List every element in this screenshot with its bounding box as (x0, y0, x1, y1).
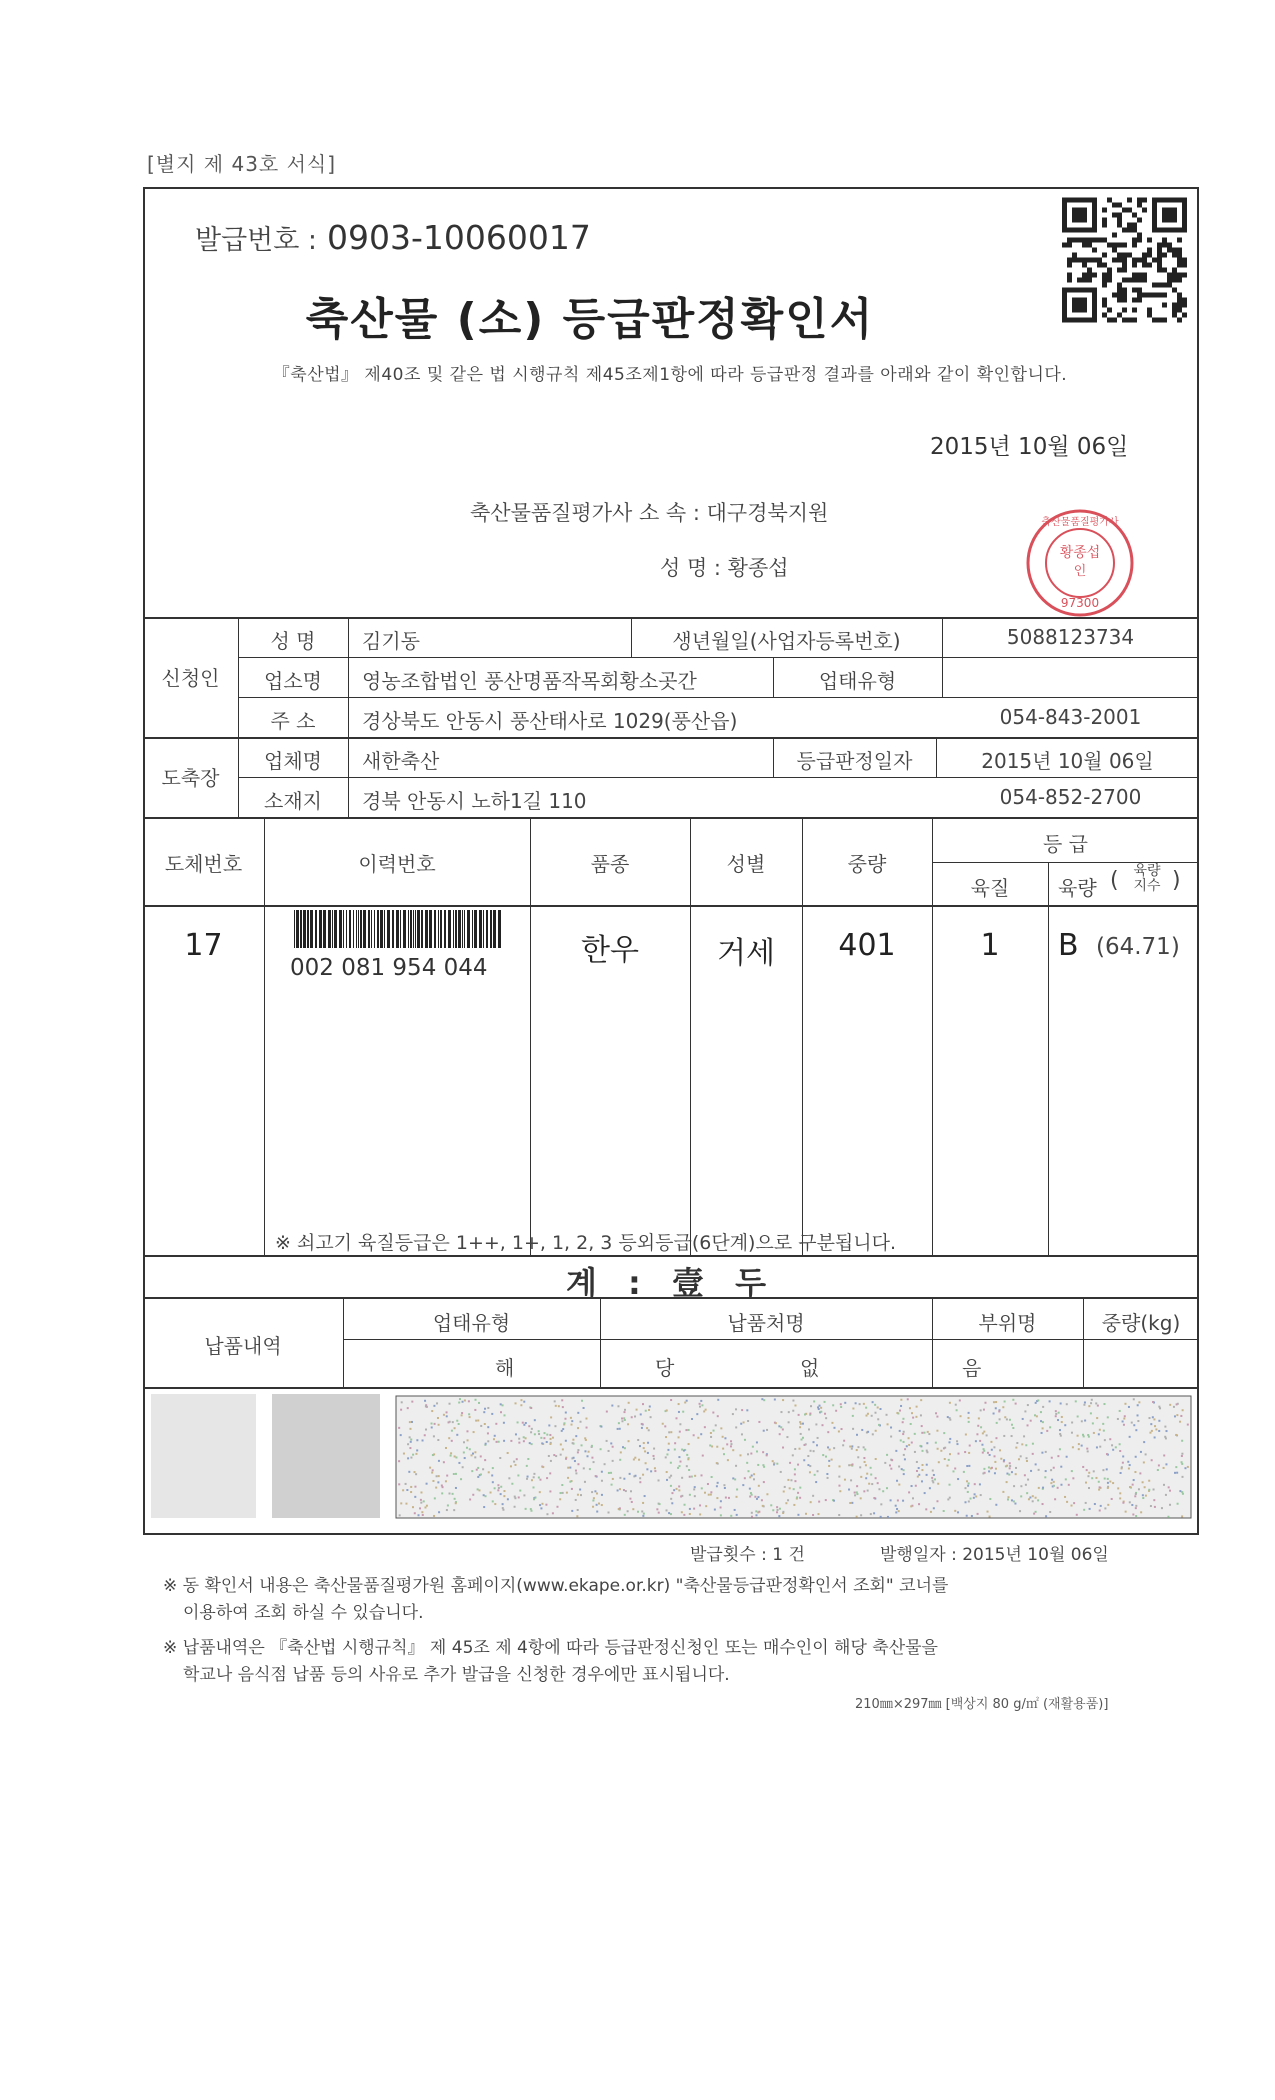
biztype-label: 업태유형 (818, 669, 897, 693)
applicant-section-label: 신청인 (161, 666, 220, 690)
issued-date: 발행일자 : 2015년 10월 06일 (880, 1545, 1109, 1565)
weight-header: 중량 (847, 852, 887, 876)
quality-grade: 1 (980, 928, 1000, 963)
delivery-section-label: 납품내역 (204, 1334, 282, 1358)
paper-spec: 210㎜×297㎜ [백상지 80 g/㎡ (재활용품)] (855, 1697, 1109, 1712)
grade-date-label: 등급판정일자 (796, 749, 913, 773)
issue-number-value: 0903-10060017 (327, 218, 591, 257)
applicant-phone: 054-843-2001 (999, 705, 1142, 729)
delivery-part-header: 부위명 (978, 1311, 1037, 1335)
footnote-1-line-1: ※ 동 확인서 내용은 축산물품질평가원 홈페이지(www.ekape.or.kr) "축산물등급판정확인서 조회" 코너를 (163, 1576, 949, 1596)
svg-text:황종섭: 황종섭 (1059, 545, 1101, 561)
evaluator-name: 성 명 : 황종섭 (660, 556, 789, 580)
footnote-1-line-2: 이용하여 조회 하실 수 있습니다. (183, 1603, 424, 1623)
delivery-biztype-header: 업태유형 (432, 1311, 511, 1335)
slaughterhouse-name-label: 업체명 (264, 749, 322, 773)
quality-header: 육질 (970, 876, 1010, 900)
trace-no: 002 081 954 044 (290, 955, 488, 981)
applicant-address: 경상북도 안동시 풍산태사로 1029(풍산읍) (362, 709, 738, 733)
delivery-destination-header: 납품처명 (727, 1311, 805, 1335)
grade-header: 등 급 (1043, 832, 1088, 856)
grade-note: ※ 쇠고기 육질등급은 1++, 1+, 1, 2, 3 등외등급(6단계)으로 구분됩니다. (275, 1232, 897, 1254)
grade-date: 2015년 10월 06일 (981, 749, 1154, 773)
document-title: 축산물 (소) 등급판정확인서 (305, 294, 875, 345)
official-seal (1022, 505, 1138, 621)
issue-number-label: 발급번호 : (195, 225, 318, 256)
business-label: 업소명 (264, 669, 322, 693)
breed: 한우 (581, 933, 639, 968)
yield-index-close: ) (1172, 868, 1181, 893)
trace-no-header: 이력번호 (358, 852, 436, 876)
svg-text:인: 인 (1073, 564, 1087, 579)
intro-statement: 『축산법』 제40조 및 같은 법 시행규칙 제45조제1항에 따라 등급판정 결과를 아래와 같이 확인합니다. (272, 365, 1068, 385)
location-label: 소재지 (264, 789, 322, 813)
applicant-name: 김기동 (362, 629, 420, 653)
birth-value: 5088123734 (1006, 625, 1135, 649)
issue-number (195, 218, 591, 257)
delivery-value-1: 해 (495, 1356, 515, 1380)
footnote-2-line-2: 학교나 음식점 납품 등의 사유로 추가 발급을 신청한 경우에만 표시됩니다. (183, 1665, 730, 1685)
qr-code-icon (1062, 196, 1187, 324)
breed-header: 품종 (590, 852, 630, 876)
trace-barcode (294, 910, 504, 948)
footnote-2-line-1: ※ 납품내역은 『축산법 시행규칙』 제 45조 제 4항에 따라 등급판정신청인 또는 매수인이 해당 축산물을 (163, 1638, 938, 1658)
yield-index-open: ( (1110, 868, 1119, 893)
issue-count: 발급횟수 : 1 건 (690, 1545, 805, 1565)
yield-header: 육량 (1058, 876, 1097, 900)
yield-grade: B (1058, 928, 1079, 963)
svg-text:97300: 97300 (1060, 596, 1100, 610)
carcass-no-header: 도체번호 (164, 852, 243, 876)
svg-text:축산물품질평가사: 축산물품질평가사 (1041, 517, 1119, 528)
delivery-value-4: 음 (962, 1356, 982, 1380)
slaughterhouse-phone: 054-852-2700 (999, 785, 1142, 809)
sex-header: 성별 (726, 852, 766, 876)
yield-index: (64.71) (1096, 934, 1180, 960)
total-count: 계 : 壹 두 (565, 1264, 777, 1302)
delivery-value-3: 없 (800, 1356, 820, 1380)
weight: 401 (838, 928, 896, 963)
delivery-value-2: 당 (655, 1356, 675, 1380)
sex: 거세 (717, 936, 775, 971)
address-label: 주 소 (270, 709, 316, 733)
form-number: [별지 제 43호 서식] (147, 152, 337, 176)
slaughterhouse-section-label: 도축장 (161, 766, 220, 790)
carcass-no: 17 (184, 928, 223, 963)
slaughterhouse-name: 새한축산 (362, 749, 440, 773)
slaughterhouse-location: 경북 안동시 노하1길 110 (362, 789, 587, 813)
birth-label: 생년월일(사업자등록번호) (672, 629, 901, 653)
delivery-weight-header: 중량(kg) (1101, 1311, 1181, 1335)
issue-date: 2015년 10월 06일 (930, 434, 1129, 460)
applicant-name-label: 성 명 (270, 629, 316, 653)
yield-index-header: 육량 지수 (1133, 863, 1161, 894)
evaluator-affiliation: 축산물품질평가사 소 속 : 대구경북지원 (470, 501, 829, 525)
security-pattern (146, 1392, 1196, 1522)
business-name: 영농조합법인 풍산명품작목회황소곳간 (362, 669, 697, 693)
